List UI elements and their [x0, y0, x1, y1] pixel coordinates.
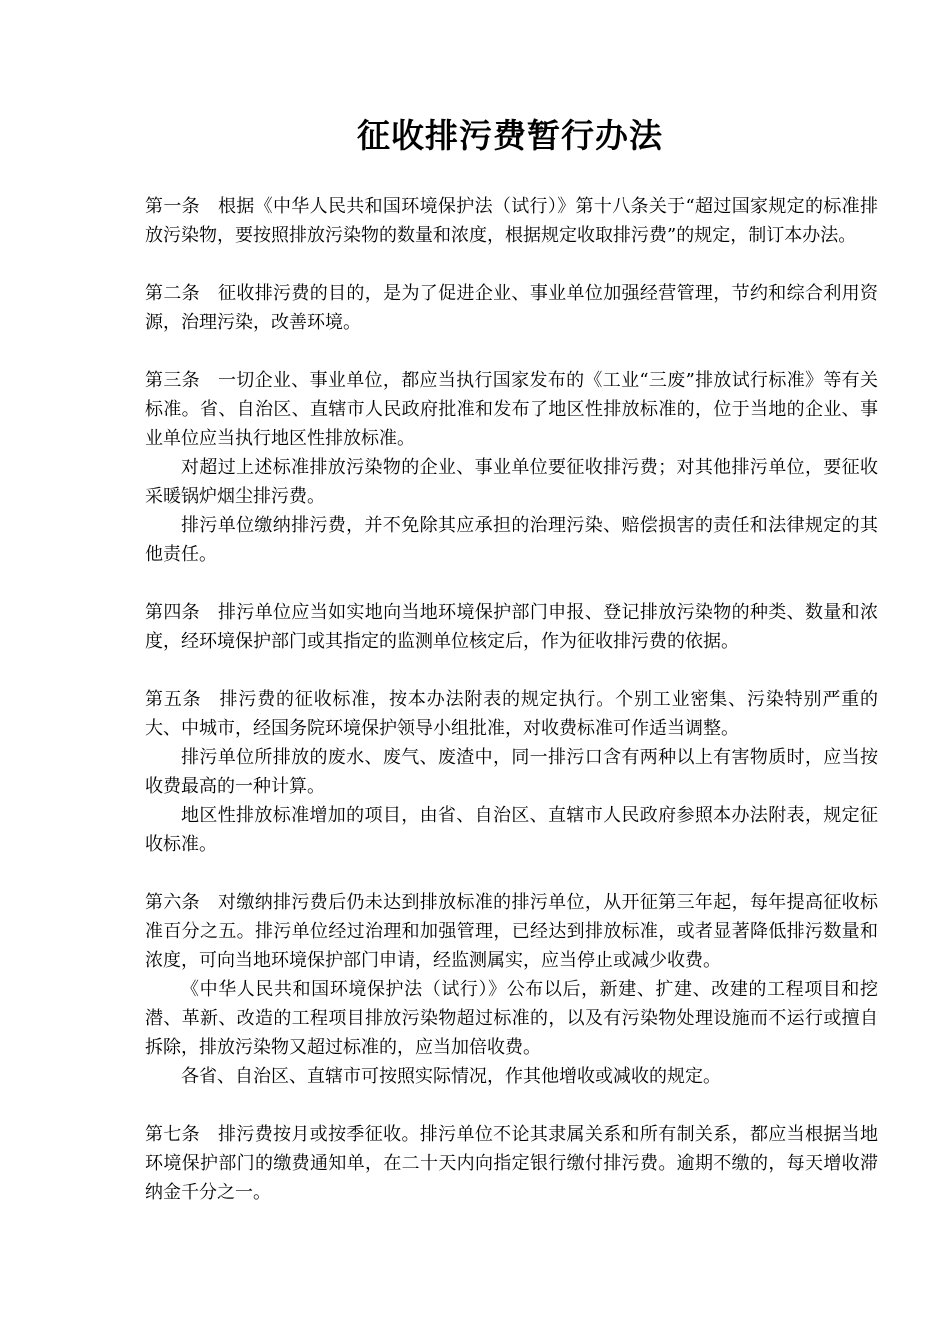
article-4 [145, 598, 878, 656]
article-number: 第三条 [145, 370, 200, 391]
article-1 [145, 192, 878, 250]
article-number: 第五条 [145, 689, 202, 710]
paragraph-text: 排污单位缴纳排污费，并不免除其应承担的治理污染、赔偿损害的责任和法律规定的其他责任。 [145, 515, 878, 565]
article-number: 第四条 [145, 602, 201, 623]
paragraph-text: 排污单位所排放的废水、废气、废渣中，同一排污口含有两种以上有害物质时，应当按收费最高的一种计算。 [145, 747, 878, 797]
document-body [145, 192, 878, 1236]
paragraph-text: 对缴纳排污费后仍未达到排放标准的排污单位，从开征第三年起，每年提高征收标准百分之五。排污单位经过治理和加强管理，已经达到排放标准，或者显著降低排污数量和浓度，可向当地环境保护部门申请，经监测属实，应当停止或减少收费。 [145, 892, 879, 971]
article-6 [145, 888, 878, 1091]
article-number: 第六条 [145, 892, 201, 913]
paragraph-text: 地区性排放标准增加的项目，由省、自治区、直辖市人民政府参照本办法附表，规定征收标准。 [145, 805, 878, 855]
article-2 [145, 279, 878, 337]
paragraph-text: 一切企业、事业单位，都应当执行国家发布的《工业“三废”排放试行标准》等有关标准。省、自治区、直辖市人民政府批准和发布了地区性排放标准的，位于当地的企业、事业单位应当执行地区性排放标准。 [145, 370, 878, 449]
paragraph-text: 各省、自治区、直辖市可按照实际情况，作其他增收或减收的规定。 [181, 1066, 721, 1087]
paragraph-text: 排污单位应当如实地向当地环境保护部门申报、登记排放污染物的种类、数量和浓度，经环境保护部门或其指定的监测单位核定后，作为征收排污费的依据。 [145, 602, 879, 652]
paragraph [145, 1120, 878, 1207]
paragraph-text: 根据《中华人民共和国环境保护法（试行）》第十八条关于“超过国家规定的标准排放污染物，要按照排放污染物的数量和浓度，根据规定收取排污费”的规定，制订本办法。 [145, 196, 878, 246]
paragraph [145, 366, 878, 453]
paragraph-text: 征收排污费的目的，是为了促进企业、事业单位加强经营管理，节约和综合利用资源，治理污染，改善环境。 [145, 283, 879, 333]
paragraph [145, 598, 878, 656]
article-number: 第七条 [145, 1124, 201, 1145]
article-3 [145, 366, 878, 569]
paragraph [145, 279, 878, 337]
article-7 [145, 1120, 878, 1207]
paragraph [145, 685, 878, 743]
article-number: 第二条 [145, 283, 201, 304]
article-number: 第一条 [145, 196, 200, 217]
paragraph-text: 排污费的征收标准，按本办法附表的规定执行。个别工业密集、污染特别严重的大、中城市，经国务院环境保护领导小组批准，对收费标准可作适当调整。 [145, 689, 878, 739]
article-5 [145, 685, 878, 859]
paragraph [145, 192, 878, 250]
paragraph [145, 888, 878, 975]
paragraph-text: 《中华人民共和国环境保护法（试行）》公布以后，新建、扩建、改建的工程项目和挖潜、革新、改造的工程项目排放污染物超过标准的，以及有污染物处理设施而不运行或擅自拆除，排放污染物又超过标准的，应当加倍收费。 [145, 979, 878, 1058]
paragraph-text: 排污费按月或按季征收。排污单位不论其隶属关系和所有制关系，都应当根据当地环境保护部门的缴费通知单，在二十天内向指定银行缴付排污费。逾期不缴的，每天增收滞纳金千分之一。 [145, 1124, 879, 1203]
paragraph-text: 对超过上述标准排放污染物的企业、事业单位要征收排污费；对其他排污单位，要征收采暖锅炉烟尘排污费。 [145, 457, 878, 507]
document-title: 征收排污费暂行办法 [357, 116, 663, 155]
